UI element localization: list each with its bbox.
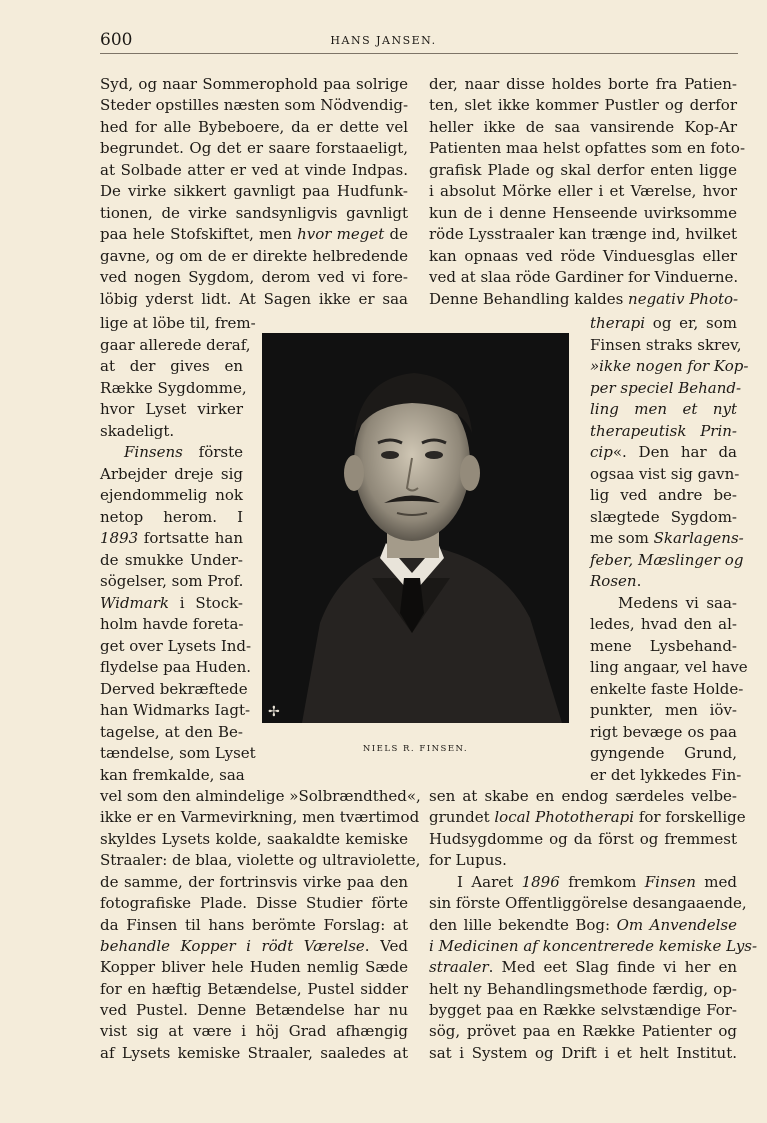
- right-text-line: Hudsygdomme og da först og fremmest: [429, 830, 737, 848]
- right-text-line: i Medicinen af koncentrerede kemiske Lys-: [429, 937, 758, 955]
- right-text-line: heller ikke de saa vansirende Kop-Ar: [429, 117, 737, 136]
- right-text-line: enkelte faste Holde-: [590, 680, 744, 698]
- left-text-line: gaar allerede deraf,: [100, 336, 251, 354]
- right-text-line: den lille bekendte Bog: Om Anvendelse: [429, 916, 737, 934]
- right-text-line: sög, prövet paa en Række Patienter og: [429, 1022, 737, 1040]
- left-text-line: de smukke Under-: [100, 551, 243, 569]
- right-text-line: slægtede Sygdom-: [590, 508, 737, 526]
- left-text-line: da Finsen til hans berömte Forslag: at: [100, 916, 408, 934]
- right-text-line: therapi og er, som: [590, 314, 737, 332]
- right-text-line: ten, slet ikke kommer Pustler og derfor: [429, 96, 737, 115]
- left-text-line: for en hæftig Betændelse, Pustel sidder: [100, 980, 408, 998]
- header-rule: [100, 53, 738, 54]
- left-text-line: behandle Kopper i rödt Værelse. Ved: [100, 937, 408, 955]
- right-text-line: sen at skabe en endog særdeles velbe-: [429, 787, 737, 805]
- left-text-line: hed for alle Bybeboere, da er dette vel: [100, 117, 408, 136]
- left-text-line: skyldes Lysets kolde, saakaldte kemiske: [100, 830, 408, 848]
- left-text-line: lige at löbe til, frem-: [100, 314, 256, 332]
- figure-caption: NIELS R. FINSEN.: [362, 744, 469, 754]
- right-text-line: grafisk Plade og skal derfor enten ligge: [429, 160, 737, 179]
- right-text-line: ved at slaa röde Gardiner for Vinduerne.: [429, 268, 739, 287]
- running-head: HANS JANSEN.: [330, 34, 437, 47]
- left-text-line: netop herom. I: [100, 508, 243, 526]
- left-text-line: De virke sikkert gavnligt paa Hudfunk-: [100, 182, 408, 201]
- left-text-line: Derved bekræftede: [100, 680, 248, 698]
- left-text-line: Række Sygdomme,: [100, 379, 247, 397]
- left-text-line: tagelse, at den Be-: [100, 723, 243, 741]
- left-text-line: begrundet. Og det er saare forstaaeligt,: [100, 139, 408, 158]
- right-text-line: straaler. Med eet Slag finde vi her en: [429, 958, 737, 976]
- left-text-line: ved Pustel. Denne Betændelse har nu: [100, 1001, 408, 1019]
- svg-text:✢: ✢: [268, 704, 280, 720]
- right-text-line: feber, Mæslinger og: [590, 551, 744, 569]
- right-text-line: »ikke nogen for Kop-: [590, 357, 749, 375]
- right-text-line: ogsaa vist sig gavn-: [590, 465, 740, 483]
- left-text-line: vel som den almindelige »Solbrændthed«,: [100, 787, 421, 805]
- left-text-line: paa hele Stofskiftet, men hvor meget de: [100, 225, 409, 244]
- left-text-line: at Solbade atter er ved at vinde Indpas.: [100, 160, 408, 179]
- left-text-line: tændelse, som Lyset: [100, 744, 256, 762]
- left-text-line: sögelser, som Prof.: [100, 572, 244, 590]
- right-text-line: me som Skarlagens-: [590, 529, 744, 547]
- right-text-line: Rosen.: [590, 572, 642, 590]
- left-text-line: Widmark i Stock-: [100, 594, 243, 612]
- left-text-line: hvor Lyset virker: [100, 400, 243, 418]
- right-text-line: bygget paa en Række selvstændige For-: [429, 1001, 737, 1019]
- right-text-line: kun de i denne Henseende uvirksomme: [429, 203, 737, 222]
- right-text-line: ling angaar, vel have: [590, 658, 748, 676]
- left-text-line: ejendommelig nok: [100, 486, 243, 504]
- left-text-line: af Lysets kemiske Straaler, saaledes at: [100, 1044, 408, 1062]
- left-text-line: holm havde foreta-: [100, 615, 244, 633]
- left-text-line: Finsens förste: [124, 443, 243, 461]
- left-text-line: Straaler: de blaa, violette og ultraviolette,: [100, 851, 421, 869]
- right-text-line: der, naar disse holdes borte fra Patien-: [429, 75, 737, 93]
- left-text-line: löbig yderst lidt. At Sagen ikke er saa: [100, 289, 408, 308]
- portrait-photograph: [262, 333, 569, 723]
- right-text-line: Finsen straks skrev,: [590, 336, 742, 354]
- left-text-line: gavne, og om de er direkte helbredende: [100, 246, 408, 265]
- portrait-image: [262, 333, 569, 723]
- left-text-line: han Widmarks Iagt-: [100, 701, 251, 719]
- right-text-line: kan opnaas ved röde Vinduesglas eller: [429, 246, 737, 265]
- left-text-line: ved nogen Sygdom, derom ved vi fore-: [100, 268, 408, 287]
- left-text-line: Kopper bliver hele Huden nemlig Sæde: [100, 958, 408, 976]
- right-text-line: per speciel Behand-: [590, 379, 742, 397]
- left-text-line: Syd, og naar Sommerophold paa solrige: [100, 75, 408, 93]
- right-text-line: sat i System og Drift i et helt Institut.: [429, 1044, 737, 1062]
- right-text-line: I Aaret 1896 fremkom Finsen med: [457, 873, 737, 891]
- right-text-line: röde Lysstraaler kan trænge ind, hvilket: [429, 225, 737, 244]
- left-text-line: fotografiske Plade. Disse Studier förte: [100, 894, 408, 912]
- right-text-line: gyngende Grund,: [590, 744, 737, 762]
- right-text-line: punkter, men iöv-: [590, 701, 737, 719]
- right-text-line: cip«. Den har da: [590, 443, 737, 461]
- right-text-line: lig ved andre be-: [590, 486, 737, 504]
- right-text-line: sin förste Offentliggörelse desangaaende,: [429, 894, 747, 912]
- left-text-line: vist sig at være i höj Grad afhængig: [100, 1022, 408, 1040]
- right-text-line: Patienten maa helst opfattes som en foto-: [429, 139, 746, 158]
- right-text-line: ledes, hvad den al-: [590, 615, 737, 633]
- right-text-line: rigt bevæge os paa: [590, 723, 737, 741]
- left-text-line: at der gives en: [100, 357, 243, 375]
- right-text-line: Denne Behandling kaldes negativ Photo-: [429, 289, 739, 308]
- right-text-line: helt ny Behandlingsmethode færdig, op-: [429, 980, 737, 998]
- right-text-line: ling men et nyt: [590, 400, 737, 418]
- right-text-line: for Lupus.: [429, 851, 507, 869]
- right-text-line: er det lykkedes Fin-: [590, 766, 742, 784]
- left-text-line: de samme, der fortrinsvis virke paa den: [100, 873, 408, 891]
- right-text-line: Medens vi saa-: [618, 594, 737, 612]
- right-text-line: i absolut Mörke eller i et Værelse, hvor: [429, 182, 737, 201]
- left-text-line: kan fremkalde, saa: [100, 766, 245, 784]
- right-text-line: mene Lysbehand-: [590, 637, 737, 655]
- left-text-line: skadeligt.: [100, 422, 175, 440]
- left-text-line: Steder opstilles næsten som Nödvendig-: [100, 96, 409, 115]
- page-number: 600: [100, 30, 133, 50]
- left-text-line: tionen, de virke sandsynligvis gavnligt: [100, 203, 408, 222]
- left-text-line: Arbejder dreje sig: [100, 465, 243, 483]
- right-text-line: grundet local Phototherapi for forskellige: [429, 808, 746, 826]
- left-text-line: ikke er en Varmevirkning, men tværtimod: [100, 808, 420, 826]
- right-text-line: therapeutisk Prin-: [590, 422, 737, 440]
- left-text-line: flydelse paa Huden.: [100, 658, 252, 676]
- left-text-line: 1893 fortsatte han: [100, 529, 243, 547]
- left-text-line: get over Lysets Ind-: [100, 637, 252, 655]
